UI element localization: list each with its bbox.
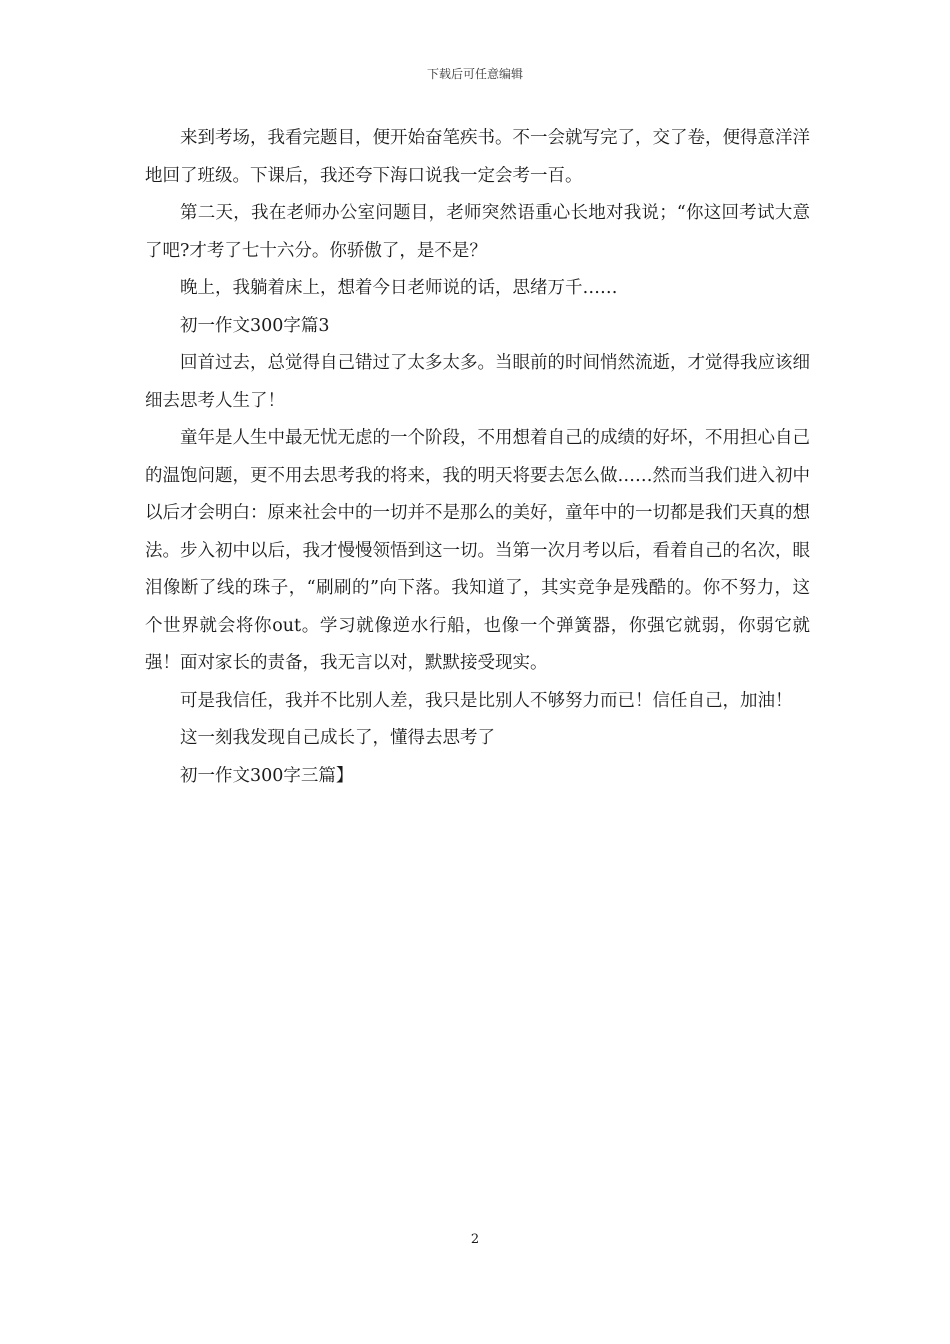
paragraph-teacher-talk: 第二天，我在老师办公室问题目，老师突然语重心长地对我说；“你这回考试大意了吧?才考了七十六分。你骄傲了，是不是？ [145, 203, 810, 261]
essay-heading-3: 初一作文300字篇3 [180, 315, 330, 336]
paragraph-childhood: 童年是人生中最无忧无虑的一个阶段，不用想着自己的成绩的好坏，不用担心自己的温饱问题，更不用去思考我的将来，我的明天将要去怎么做……然而当我们进入初中以后才会明白：原来社会中的一切并不是那么的美好，童年中的一切都是我们天真的想法。步入初中以后，我才慢慢领悟到这一切。当第一次月考以后，看着自己的名次，眼泪像断了线的珠子，“刷刷的”向下落。我知道了，其实竞争是残酷的。你不努力，这个世界就会将你out。学习就像逆水行船，也像一个弹簧器，你强它就弱，你弱它就强！面对家长的责备，我无言以对，默默接受现实。 [145, 428, 810, 673]
paragraph-growing-up: 这一刻我发现自己成长了，懂得去思考了 [180, 728, 495, 748]
essay-closing-title: 初一作文300字三篇】 [180, 765, 354, 786]
paragraph-exam-writing: 来到考场，我看完题目，便开始奋笔疾书。不一会就写完了，交了卷，便得意洋洋地回了班级。下课后，我还夸下海口说我一定会考一百。 [145, 128, 810, 186]
paragraph-looking-back: 回首过去，总觉得自己错过了太多太多。当眼前的时间悄然流逝，才觉得我应该细细去思考人生了！ [145, 353, 810, 411]
page-header: 下载后可任意编辑 [426, 67, 523, 81]
document-body [145, 120, 810, 795]
paragraph-self-belief: 可是我信任，我并不比别人差，我只是比别人不够努力而已！信任自己，加油！ [180, 690, 793, 711]
page-number: 2 [470, 1232, 480, 1247]
paragraph-night-thoughts: 晚上，我躺着床上，想着今日老师说的话，思绪万千…… [180, 278, 618, 298]
